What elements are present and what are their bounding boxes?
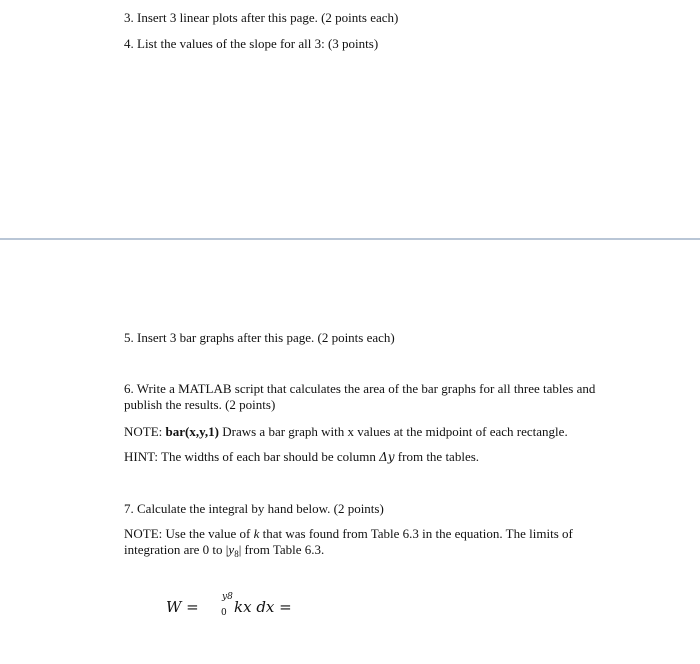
integrand: kx dx = <box>234 598 292 616</box>
hint-text: HINT: The widths of each bar should be column <box>124 449 380 464</box>
item-5-bar-graphs: 5. Insert 3 bar graphs after this page. (2 points each) <box>124 330 395 345</box>
hint-end: from the tables. <box>394 449 480 464</box>
item-7-integral: 7. Calculate the integral by hand below. (2 points) <box>124 501 384 516</box>
page-break-divider <box>0 238 700 240</box>
item-3-linear-plots: 3. Insert 3 linear plots after this page. (2 points each) <box>124 10 399 25</box>
y-variable: y <box>228 542 235 557</box>
delta-y-symbol: Δy <box>379 450 395 464</box>
bar-function-code: bar(x,y,1) <box>165 424 219 439</box>
item-6-hint <box>124 449 479 465</box>
note-label: NOTE: <box>124 424 166 439</box>
note-description: Draws a bar graph with x values at the midpoint of each rectangle. <box>218 424 568 439</box>
note-a: NOTE: Use the value of <box>124 526 254 541</box>
k-variable: k <box>253 526 260 541</box>
note-c: | from Table 6.3. <box>238 542 325 557</box>
equation-lhs: W = <box>166 598 199 616</box>
y-subscript: 8 <box>234 549 239 559</box>
note-b: that was found from Table 6.3 in the equation. The limits of integration are 0 to | <box>124 526 573 557</box>
item-4-slope-values: 4. List the values of the slope for all 3: (3 points) <box>124 36 379 51</box>
item-7-note <box>124 526 624 562</box>
item-6-note <box>124 424 568 440</box>
upper-limit: y8 <box>222 592 233 602</box>
item-6-matlab-script: 6. Write a MATLAB script that calculates the area of the bar graphs for all three tables and publish the results. (2 points) <box>124 381 596 412</box>
lower-limit: 0 <box>221 608 227 618</box>
